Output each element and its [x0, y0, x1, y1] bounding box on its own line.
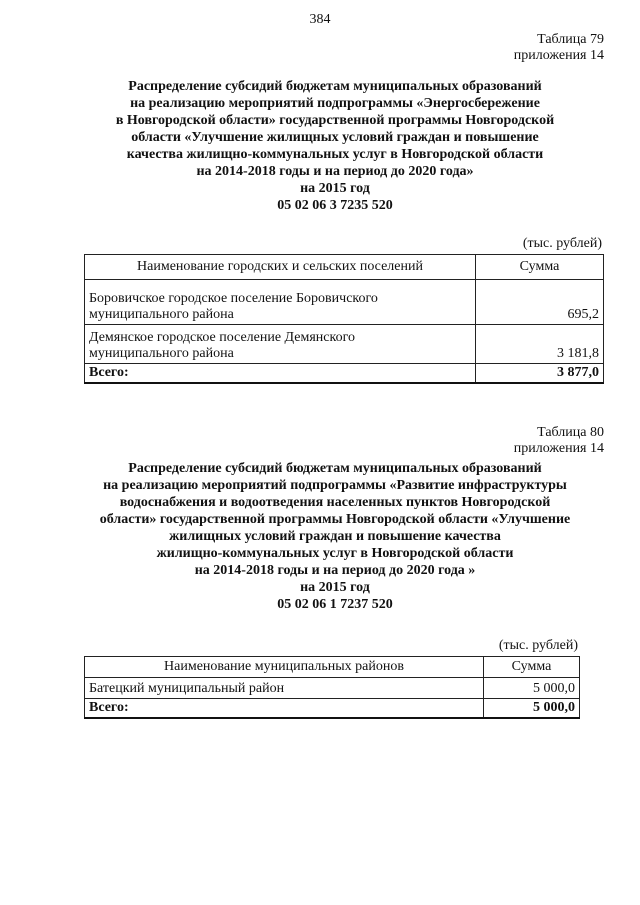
table-80-reference	[514, 425, 604, 457]
row-name-line2: муниципального района	[89, 346, 234, 361]
table-row	[85, 325, 604, 364]
row-sum: 5 000,0	[484, 678, 580, 699]
table-header-row	[85, 255, 604, 280]
title-line: водоснабжения и водоотведения населенных пунктов Новгородской	[119, 495, 551, 510]
page-number: 384	[309, 12, 331, 27]
total-row	[85, 699, 580, 719]
total-label: Всего:	[85, 699, 484, 719]
column-header-sum: Сумма	[476, 255, 604, 280]
title-line: на реализацию мероприятий подпрограммы «Развитие инфраструктуры	[103, 478, 567, 493]
total-sum: 5 000,0	[484, 699, 580, 719]
column-header-name: Наименование городских и сельских поселений	[85, 255, 476, 280]
title-line: качества жилищно-коммунальных услуг в Новгородской области	[126, 147, 544, 162]
row-name	[85, 280, 476, 325]
title-line: области «Улучшение жилищных условий граждан и повышение	[131, 130, 539, 145]
title-line: Распределение субсидий бюджетам муниципальных образований	[128, 79, 542, 94]
row-name-line2: муниципального района	[89, 307, 234, 322]
table-79-reference	[514, 32, 604, 64]
table-row	[85, 678, 580, 699]
row-name-line1: Демянское городское поселение Демянского	[89, 330, 355, 345]
title-line: на 2014-2018 годы и на период до 2020 года »	[194, 563, 476, 578]
row-sum: 3 181,8	[476, 325, 604, 364]
total-label: Всего:	[85, 364, 476, 384]
table-row	[85, 280, 604, 325]
column-header-name: Наименование муниципальных районов	[85, 657, 484, 678]
table-79-title	[60, 78, 610, 214]
total-row	[85, 364, 604, 384]
total-sum: 3 877,0	[476, 364, 604, 384]
title-line: Распределение субсидий бюджетам муниципальных образований	[128, 461, 542, 476]
title-line: жилищных условий граждан и повышение качества	[169, 529, 501, 544]
table-79-ref-line2: приложения 14	[513, 48, 604, 63]
title-line: в Новгородской области» государственной программы Новгородской	[115, 113, 555, 128]
budget-code: 05 02 06 1 7237 520	[277, 597, 393, 612]
title-line: жилищно-коммунальных услуг в Новгородской области	[156, 546, 514, 561]
table-80-ref-line1: Таблица 80	[537, 425, 604, 440]
table-header-row	[85, 657, 580, 678]
table-79-ref-line1: Таблица 79	[537, 32, 604, 47]
table-80-units: (тыс. рублей)	[498, 638, 578, 653]
table-80-ref-line2: приложения 14	[513, 441, 604, 456]
title-line: на 2015 год	[300, 580, 370, 595]
title-line: на реализацию мероприятий подпрограммы «Энергосбережение	[130, 96, 540, 111]
table-80-title	[50, 460, 620, 613]
row-name: Батецкий муниципальный район	[85, 678, 484, 699]
table-80	[84, 656, 580, 719]
table-79-units: (тыс. рублей)	[522, 236, 602, 251]
row-sum: 695,2	[476, 280, 604, 325]
budget-code: 05 02 06 3 7235 520	[277, 198, 393, 213]
row-name-line1: Боровичское городское поселение Боровичского	[89, 291, 378, 306]
title-line: области» государственной программы Новгородской области «Улучшение	[99, 512, 571, 527]
title-line: на 2015 год	[300, 181, 370, 196]
title-line: на 2014-2018 годы и на период до 2020 года»	[196, 164, 474, 179]
row-name	[85, 325, 476, 364]
column-header-sum: Сумма	[484, 657, 580, 678]
table-79	[84, 254, 604, 384]
